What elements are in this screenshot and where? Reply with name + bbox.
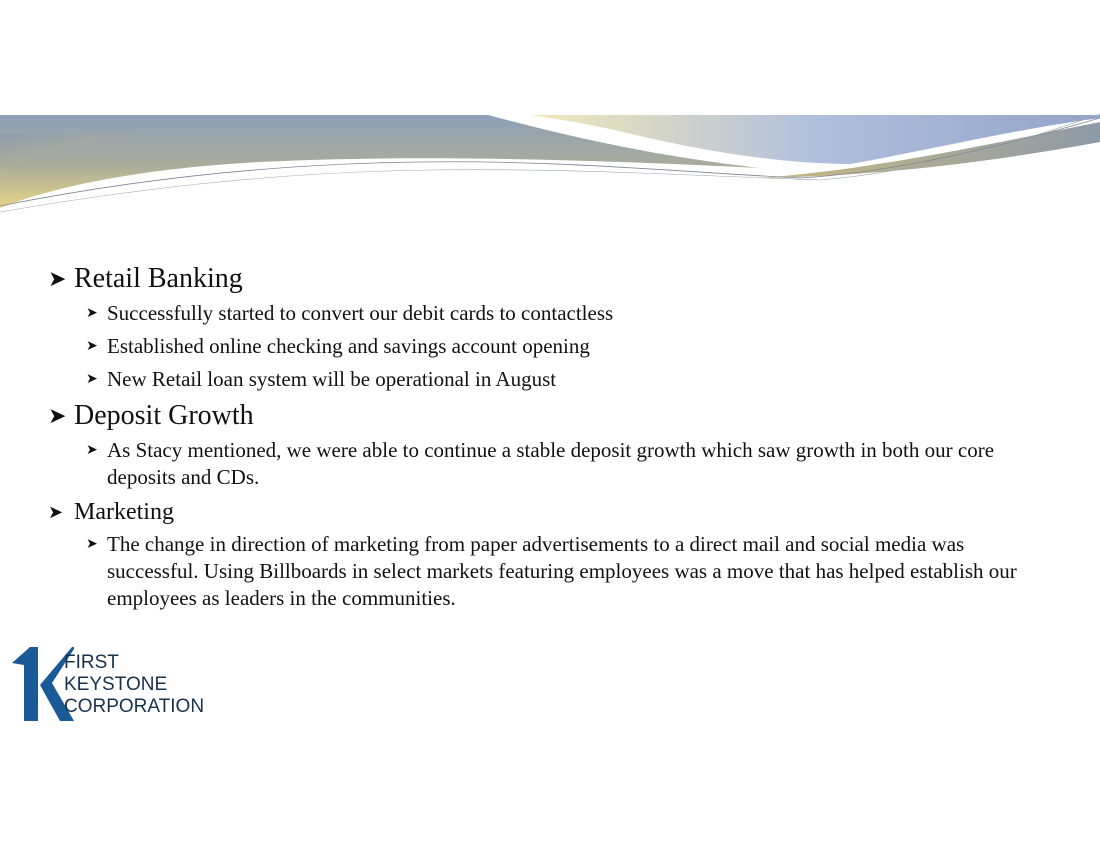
arrowhead-bullet-icon: ➤ <box>86 306 98 321</box>
arrowhead-bullet-icon: ➤ <box>86 339 98 354</box>
list-item <box>48 333 1058 360</box>
logo-mark-one-icon <box>12 647 38 721</box>
arrowhead-bullet-icon: ➤ <box>48 502 64 522</box>
section-heading-text: Marketing <box>74 499 174 525</box>
list-item-text: New Retail loan system will be operational in August <box>107 367 557 391</box>
list-item-text: The change in direction of marketing from paper advertisements to a direct mail and social media was successful. Using Billboards in select markets featuring employees was a move that has helped establish our employees as leaders in the communities. <box>107 532 1017 610</box>
decorative-wave-banner <box>0 112 1100 222</box>
section-heading-text: Deposit Growth <box>74 400 254 431</box>
bullet-content <box>48 262 1058 618</box>
arrowhead-bullet-icon: ➤ <box>86 443 98 458</box>
section-heading-marketing <box>48 497 1058 527</box>
logo-line-corporation: CORPORATION <box>64 696 205 717</box>
list-item <box>48 300 1058 327</box>
section-heading-retail-banking <box>48 262 1058 296</box>
arrowhead-bullet-icon: ➤ <box>48 403 67 428</box>
list-item-text: Established online checking and savings account opening <box>107 334 590 358</box>
section-heading-text: Retail Banking <box>74 263 243 294</box>
list-item <box>48 531 1058 612</box>
arrowhead-bullet-icon: ➤ <box>86 372 98 387</box>
logo-line-keystone: KEYSTONE <box>64 674 168 695</box>
logo-wordmark <box>64 652 204 718</box>
arrowhead-bullet-icon: ➤ <box>48 266 67 291</box>
section-heading-deposit-growth <box>48 399 1058 433</box>
list-item <box>48 437 1058 491</box>
list-item <box>48 366 1058 393</box>
arrowhead-bullet-icon: ➤ <box>86 537 98 552</box>
list-item-text: As Stacy mentioned, we were able to continue a stable deposit growth which saw growth in both our core deposits and CDs. <box>107 438 995 489</box>
logo-line-first: FIRST <box>64 652 119 673</box>
list-item-text: Successfully started to convert our debit cards to contactless <box>107 301 614 325</box>
